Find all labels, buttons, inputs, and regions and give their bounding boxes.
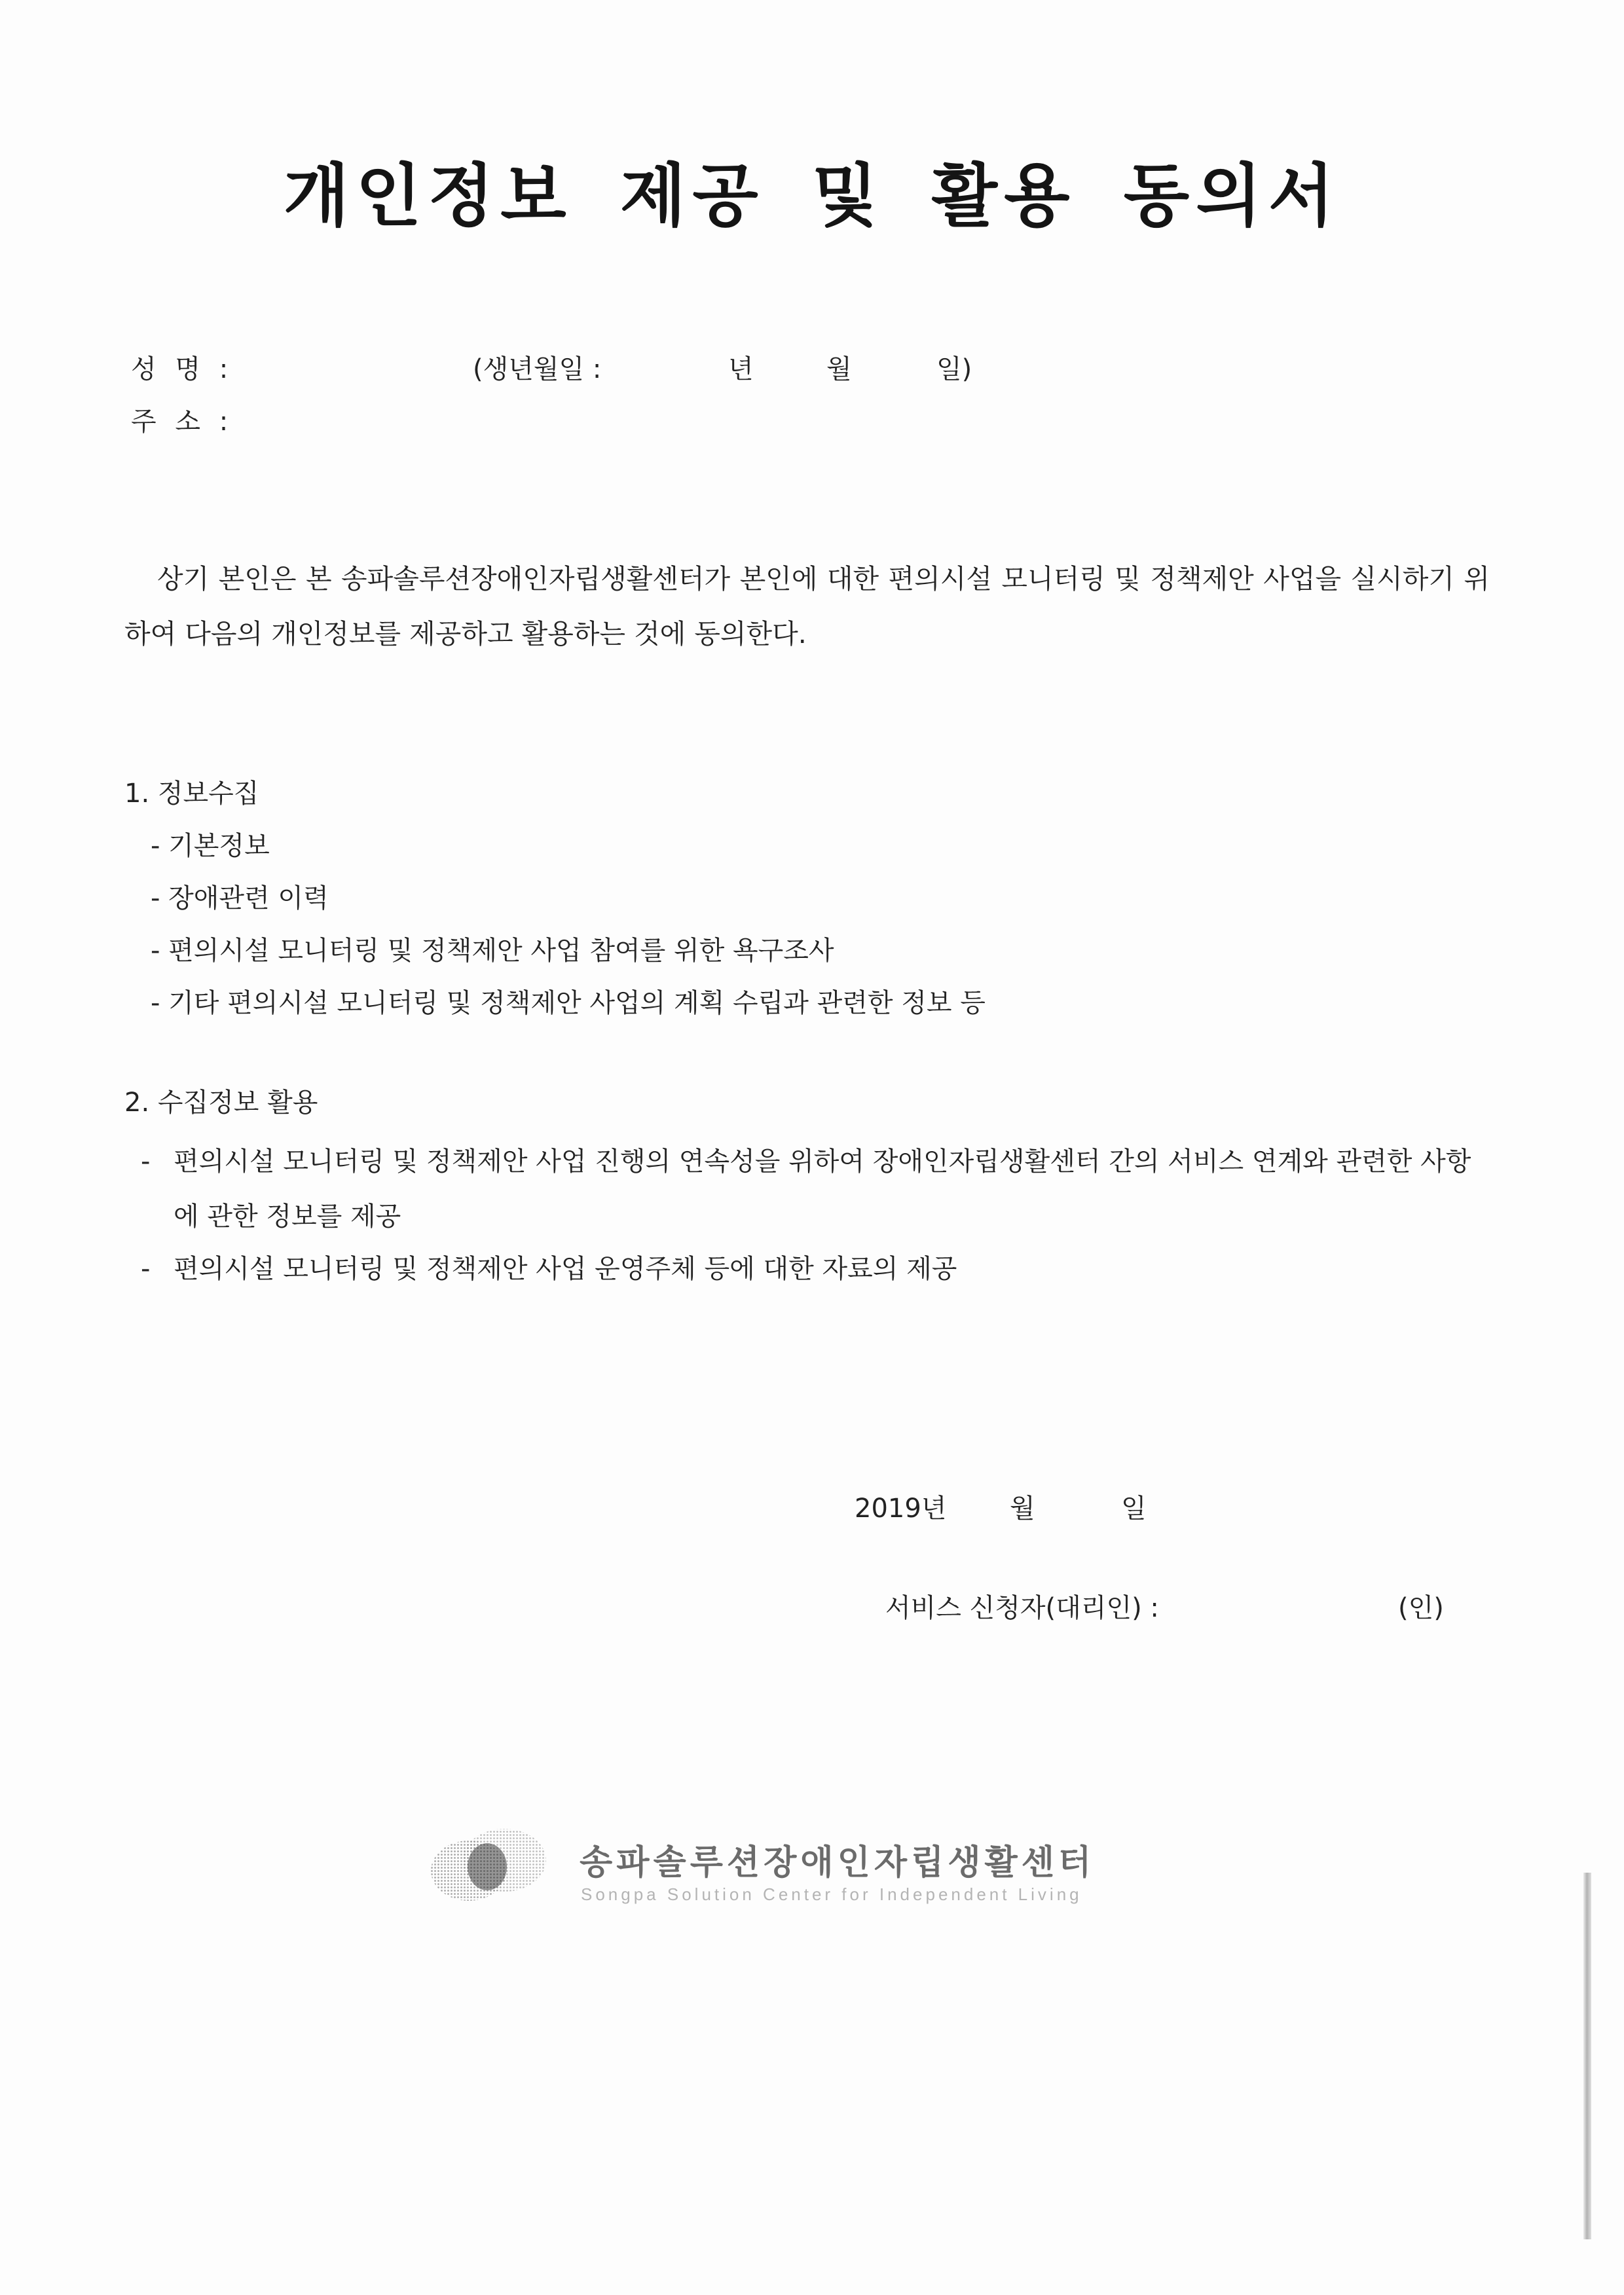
scan-edge-artifact [1583,1873,1591,2239]
section1-heading: 1. 정보수집 [124,779,259,809]
bullet-dash: - [141,1147,151,1177]
section1-item-needs-survey: - 편의시설 모니터링 및 정책제안 사업 참여를 위한 욕구조사 [151,936,834,966]
date-day-unit: 일 [1121,1494,1147,1524]
document-title: 개인정보 제공 및 활용 동의서 [283,156,1341,236]
section1-item-basic-info: - 기본정보 [151,831,270,861]
section2-item-service-linkage [141,1134,1480,1244]
date-month-unit: 월 [1010,1494,1035,1524]
organization-name: 송파솔루션장애인자립생활센터 [580,1843,1096,1882]
organization-english-name: Songpa Solution Center for Independent Living [581,1884,1082,1904]
section1-item-other-info: - 기타 편의시설 모니터링 및 정책제안 사업의 계획 수립과 관련한 정보 등 [151,988,986,1018]
birth-day-unit: 일) [936,354,972,384]
birth-month-unit: 월 [826,354,852,384]
consent-statement: 상기 본인은 본 송파솔루션장애인자립생활센터가 본인에 대한 편의시설 모니터링 및 정책제안 사업을 실시하기 위하여 다음의 개인정보를 제공하고 활용하는 것에 동의한다. [124,563,1490,650]
date-year: 2019년 [855,1494,947,1524]
section2-heading: 2. 수집정보 활용 [124,1088,318,1118]
seal-mark: (인) [1398,1593,1444,1623]
birth-year-unit: 년 [728,354,754,384]
birthdate-label: (생년월일 : [473,354,602,384]
applicant-signature-label: 서비스 신청자(대리인) : [885,1593,1159,1623]
section2-item-data-provision [141,1241,1480,1296]
section2-item-text: 편의시설 모니터링 및 정책제안 사업 진행의 연속성을 위하여 장애인자립생활센터 간의 서비스 연계와 관련한 사항에 관한 정보를 제공 [174,1147,1471,1232]
section1-item-disability-history: - 장애관련 이력 [151,883,329,913]
name-label: 성 명 : [131,354,234,384]
section2-item-text: 편의시설 모니터링 및 정책제안 사업 운영주체 등에 대한 자료의 제공 [174,1254,957,1284]
organization-logo-icon [427,1824,551,1905]
bullet-dash: - [141,1254,151,1284]
address-label: 주 소 : [131,407,234,437]
